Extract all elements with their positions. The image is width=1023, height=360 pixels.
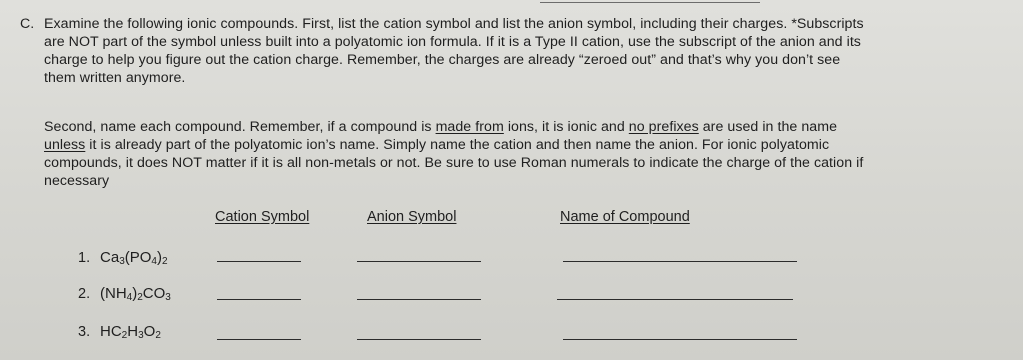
underlined-unless: unless [44,137,86,153]
naming-instructions-line-4: necessary [44,173,110,189]
anion-answer-blank[interactable] [357,299,481,300]
compound-name-answer-blank[interactable] [557,299,793,300]
compound-row [0,284,1023,308]
row-number: 2. [78,286,91,302]
underlined-no-prefixes: no prefixes [628,119,699,135]
naming-text: ions, it is ionic and [503,119,629,135]
compound-name-answer-blank[interactable] [563,261,797,262]
naming-text: it is already part of the polyatomic ion’s name. Simply name the cation and then name the anion. For ionic polyatomic [85,137,830,153]
instructions-line-2: are NOT part of the symbol unless built into a polyatomic ion formula. If it is a Type II cation, use the subscript of the anion and its [44,34,861,50]
compound-name-header: Name of Compound [560,209,690,225]
instructions-line-1: Examine the following ionic compounds. First, list the cation symbol and list the anion symbol, including their charges. *Subscripts [44,16,864,32]
cation-answer-blank[interactable] [217,261,301,262]
compound-formula: $(NH_4)_2CO_3$ [100,285,171,303]
naming-text: Second, name each compound. Remember, if a compound is [44,119,436,135]
anion-answer-blank[interactable] [357,339,481,340]
row-number: 1. [78,250,91,266]
anion-symbol-header: Anion Symbol [367,209,457,225]
anion-answer-blank[interactable] [357,261,481,262]
naming-text: are used in the name [698,119,838,135]
section-letter: C. [20,16,35,32]
cation-answer-blank[interactable] [217,299,301,300]
naming-instructions-line-3: compounds, it does NOT matter if it is all non-metals or not. Be sure to use Roman numerals to indicate the charge of the cation if [44,155,864,171]
cation-symbol-header: Cation Symbol [215,209,310,225]
compound-formula: $HC_2H_3O_2$ [100,323,161,341]
row-number: 3. [78,324,91,340]
compound-row [0,322,1023,346]
top-divider-line [540,2,760,3]
compound-formula: $Ca_3(PO_4)_2$ [100,249,168,267]
compound-name-answer-blank[interactable] [563,339,797,340]
compound-row [0,248,1023,272]
instructions-line-3: charge to help you figure out the cation charge. Remember, the charges are already “zeroed out” and that’s why you don’t see [44,52,841,68]
underlined-made-from: made from [435,119,504,135]
instructions-line-4: them written anymore. [44,70,186,86]
naming-instructions-line-1 [44,118,837,137]
cation-answer-blank[interactable] [217,339,301,340]
naming-instructions-line-2 [44,136,829,155]
